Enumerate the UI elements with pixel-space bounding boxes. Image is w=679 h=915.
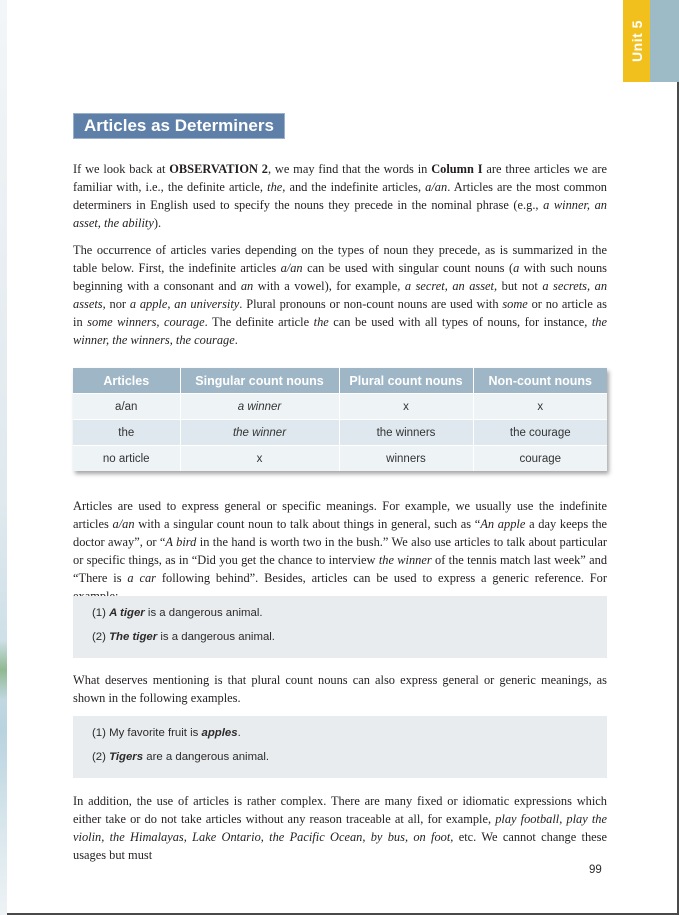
- table-header-cell: Articles: [73, 368, 180, 394]
- table-cell: x: [180, 446, 339, 472]
- table-cell: winners: [339, 446, 473, 472]
- example-item: (1) My favorite fruit is apples.: [92, 727, 241, 739]
- table-header-cell: Plural count nouns: [339, 368, 473, 394]
- paragraph-plural-generic: What deserves mentioning is that plural count nouns can also express general or generic meanings, as shown in the following examples.: [73, 673, 607, 705]
- unit-tab-side-band: [650, 0, 679, 82]
- table-header-cell: Singular count nouns: [180, 368, 339, 394]
- table-row: [73, 420, 607, 446]
- paragraph-occurrence: The occurrence of articles varies depending on the types of noun they precede, as is summarized in the table below. First, the indefinite articles a/an can be used with singular count nouns (a with such nouns beginning with a consonant and an with a vowel), for example, a secret, an asset, but not a secrets, an assets, nor a apple, an university. Plural pronouns or non-count nouns are used with some or no article as in some winners, courage. The definite article the can be used with all types of nouns, for instance, the winner, the winners, the courage.: [73, 243, 608, 347]
- table-cell: a winner: [180, 394, 339, 420]
- page-number: 99: [589, 864, 602, 876]
- left-edge-image-strip: [0, 0, 7, 915]
- table-cell: a/an: [73, 394, 180, 420]
- table-cell: the: [73, 420, 180, 446]
- table-cell: x: [339, 394, 473, 420]
- table-header-cell: Non-count nouns: [473, 368, 607, 394]
- paragraph-idioms: In addition, the use of articles is rather complex. There are many fixed or idiomatic expressions which either take or do not take articles without any reason traceable at all, for example, play football, play the violin, the Himalayas, Lake Ontario, the Pacific Ocean, by bus, on foot, etc. We cannot change these usages but must: [73, 794, 608, 862]
- table-cell: the winner: [180, 420, 339, 446]
- table-cell: x: [473, 394, 607, 420]
- example-box-plural-nouns: [73, 716, 607, 778]
- table-cell: the courage: [473, 420, 607, 446]
- section-title: Articles as Determiners: [73, 113, 285, 139]
- example-item: (2) Tigers are a dangerous animal.: [92, 751, 270, 763]
- table-cell: the winners: [339, 420, 473, 446]
- unit-tab-text: Unit 5: [628, 20, 645, 62]
- articles-table: [73, 368, 607, 471]
- example-box-generic-articles: [73, 596, 607, 658]
- table-row: [73, 394, 607, 420]
- table-cell: courage: [473, 446, 607, 472]
- paragraph-meanings: Articles are used to express general or specific meanings. For example, we usually use the indefinite articles a/an with a singular count noun to talk about things in general, such as “An apple a day keeps the doctor away”, or “A bird in the hand is worth two in the bush.” We also use articles to talk about particular or specific things, as in “Did you get the chance to interview the winner of the tennis match last week” and “There is a car following behind”. Besides, articles can be used to express a generic reference. For: [73, 499, 608, 585]
- unit-tab-label: [623, 0, 650, 82]
- example-item: (2) The tiger is a dangerous animal.: [92, 631, 275, 643]
- table-header-row: [73, 368, 607, 394]
- table-row: [73, 446, 607, 472]
- table-cell: no article: [73, 446, 180, 472]
- paragraph-observation: If we look back at OBSERVATION 2, we may find that the words in Column I are three articles we are familiar with, i.e., the definite article, the, and the indefinite articles, a/an. Articles are the most common determiners in English used to specify the nouns they precede in the nominal phrase (e.g., a winner, an asset, the ability).: [73, 162, 607, 230]
- example-item: (1) A tiger is a dangerous animal.: [92, 607, 263, 619]
